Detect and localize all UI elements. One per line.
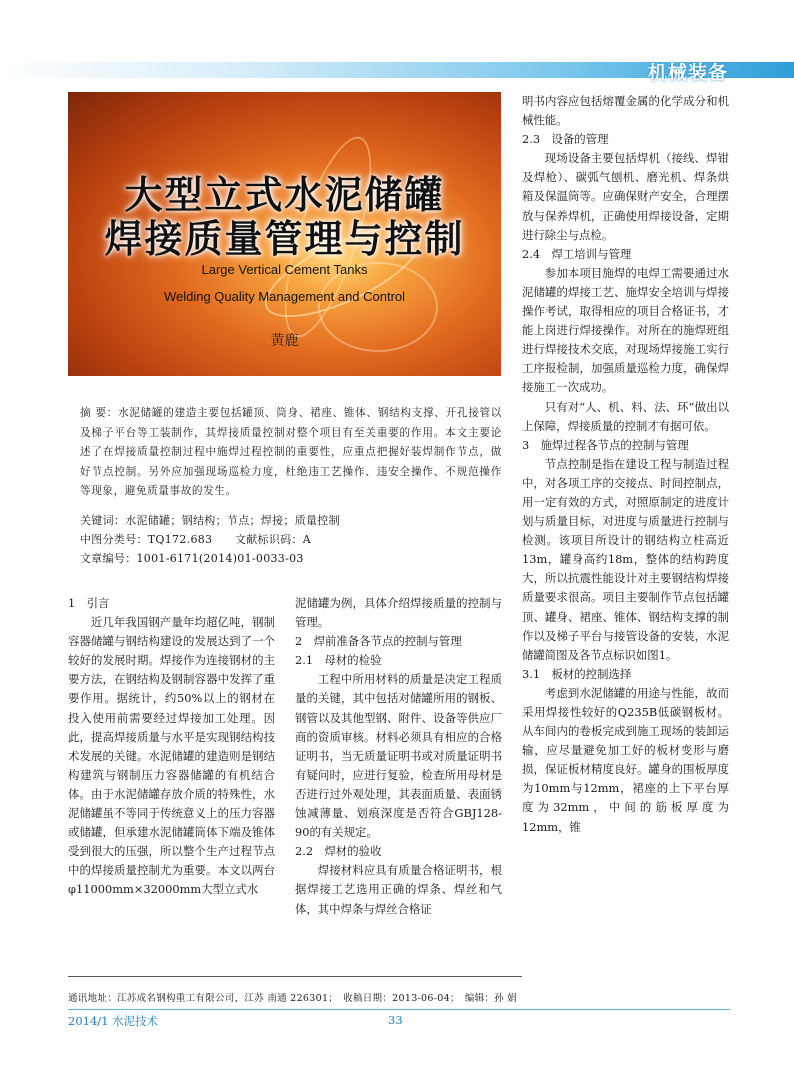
paragraph: 现场设备主要包括焊机（接线、焊钳及焊枪）、碳弧气刨机、磨光机、焊条烘箱及保温筒等。应确保财产安全，合理摆放与保养焊机，正确使用焊接设备，定期进行除尘与点检。 — [522, 151, 729, 242]
article-title-line1: 大型立式水泥储罐 — [124, 173, 445, 217]
subsection-heading: 3.1 板材的控制选择 — [522, 666, 632, 681]
subsection-heading: 2.2 焊材的验收 — [295, 844, 382, 859]
english-title-line1: Large Vertical Cement Tanks — [201, 262, 368, 277]
body-column-right — [522, 92, 729, 837]
footnote-divider — [68, 976, 522, 977]
body-column-middle — [295, 594, 502, 919]
article-number: 文章编号：1001-6171(2014)01-0033-03 — [80, 552, 304, 565]
subsection-heading: 2.1 母材的检验 — [295, 653, 382, 668]
subsection-heading: 2.4 焊工培训与管理 — [522, 246, 632, 261]
paragraph: 参加本项目施焊的电焊工需要通过水泥储罐的焊接工艺、施焊安全培训与焊接操作考试，取得相应的项目合格证书，才能上岗进行焊接操作。对所在的施焊班组进行焊接技术交底，对现场焊接施工实行工序报检制，加强质量巡检力度，确保焊接施工一次成功。 — [522, 265, 729, 395]
paragraph: 明书内容应包括熔覆金属的化学成分和机械性能。 — [522, 94, 729, 128]
section-heading: 3 施焊过程各节点的控制与管理 — [522, 437, 689, 452]
title-banner — [68, 92, 501, 376]
paragraph: 只有对“人、机、料、法、环”做出以上保障，焊接质量的控制才有据可依。 — [522, 399, 729, 433]
paragraph: 节点控制是指在建设工程与制造过程中，对各项工序的交接点、时间控制点，用一定有效的方式，对照原制定的进度计划与质量目标，对进度与质量进行控制与检测。该项目所设计的钢结构立柱高近13m，罐身高约18m，整体的结构跨度大，所以抗震性能设计对主要钢结构焊接质量要求很高。项目主要制作节点包括罐顶、罐身、裙座、锥体、钢结构支撑的制作以及梯子平台与接管设备的安装，水泥储罐简图及各节点标识如图1。 — [522, 456, 729, 662]
classification-number: 中图分类号：TQ172.683 文献标识码：A — [80, 533, 311, 546]
journal-issue: 2014/1 水泥技术 — [68, 1014, 159, 1028]
abstract: 摘 要：水泥储罐的建造主要包括罐顶、筒身、裙座、锥体、钢结构支撑、开孔接管以及梯子平台等工装制作，其焊接质量控制对整个项目有至关重要的作用。本文主要论述了在焊接质量控制过程中施焊过程控制的重要性，应重点把握好装焊制作节点，做好节点控制。另外应加强现场巡检力度，杜绝违工艺操作、违安全操作、不规范操作等现象，避免质量事故的发生。 — [80, 407, 502, 497]
section-heading: 1 引言 — [68, 596, 110, 610]
footnote: 通讯地址：江苏成名钢构重工有限公司，江苏 南通 226301； 收稿日期：2013-06-04； 编辑：孙 娟 — [68, 993, 518, 1004]
page-number: 33 — [388, 1013, 403, 1027]
footer-line — [68, 1009, 730, 1010]
paragraph: 泥储罐为例，具体介绍焊接质量的控制与管理。 — [295, 596, 502, 630]
paragraph: 工程中所用材料的质量是决定工程质量的关键，其中包括对储罐所用的钢板、钢管以及其他型钢、附件、设备等供应厂商的资质审核。材料必须具有相应的合格证明书，当无质量证明书或对质量证明书有疑问时，应进行复验，检查所用母材是否进行过外观处理，其表面质量、表面锈蚀减薄量、划痕深度是否符合GBJ128-90的有关规定。 — [295, 672, 502, 840]
section-heading: 2 焊前准备各节点的控制与管理 — [295, 634, 462, 649]
body-column-left — [68, 594, 275, 900]
paragraph: 焊接材料应具有质量合格证明书，根据焊接工艺选用正确的焊条、焊丝和气体，其中焊条与焊丝合格证 — [295, 863, 502, 916]
english-title-line2: Welding Quality Management and Control — [163, 289, 406, 304]
paragraph: 近几年我国钢产量年均超亿吨，钢制容器储罐与钢结构建设的发展达到了一个较好的发展时期。焊接作为连接钢材的主要方法，在钢结构及钢制容器中发挥了重要作用。据统计，约50%以上的钢材在投入使用前需要经过焊接加工处理。因此，提高焊接质量与水平是实现钢结构技术发展的关键。水泥储罐的建造则是钢结构建筑与钢制压力容器储罐的有机结合体。由于水泥储罐存放介质的特殊性，水泥储罐虽不等同于传统意义上的压力容器或储罐，但承建水泥储罐筒体下端及锥体受到很大的压强，所以整个生产过程节点中的焊接质量控制尤为重要。本文以两台φ11000mm×32000mm大型立式水 — [68, 615, 275, 897]
keywords: 关键词：水泥储罐；钢结构；节点；焊接；质量控制 — [80, 514, 340, 527]
article-title-line2: 焊接质量管理与控制 — [104, 217, 465, 261]
section-tag: 机械装备 — [647, 62, 728, 84]
author-name: 黄鹿 — [270, 333, 299, 349]
paragraph: 考虑到水泥储罐的用途与性能，故而采用焊接性较好的Q235B低碳钢板材。从车间内的卷板完成到施工现场的装卸运输，应尽量避免加工好的板材变形与磨损，保证板材精度良好。罐身的围板厚度为10mm与12mm，裙座的上下平台厚度为32mm，中间的筋板厚度为12mm，锥 — [522, 685, 729, 834]
subsection-heading: 2.3 设备的管理 — [522, 132, 609, 147]
